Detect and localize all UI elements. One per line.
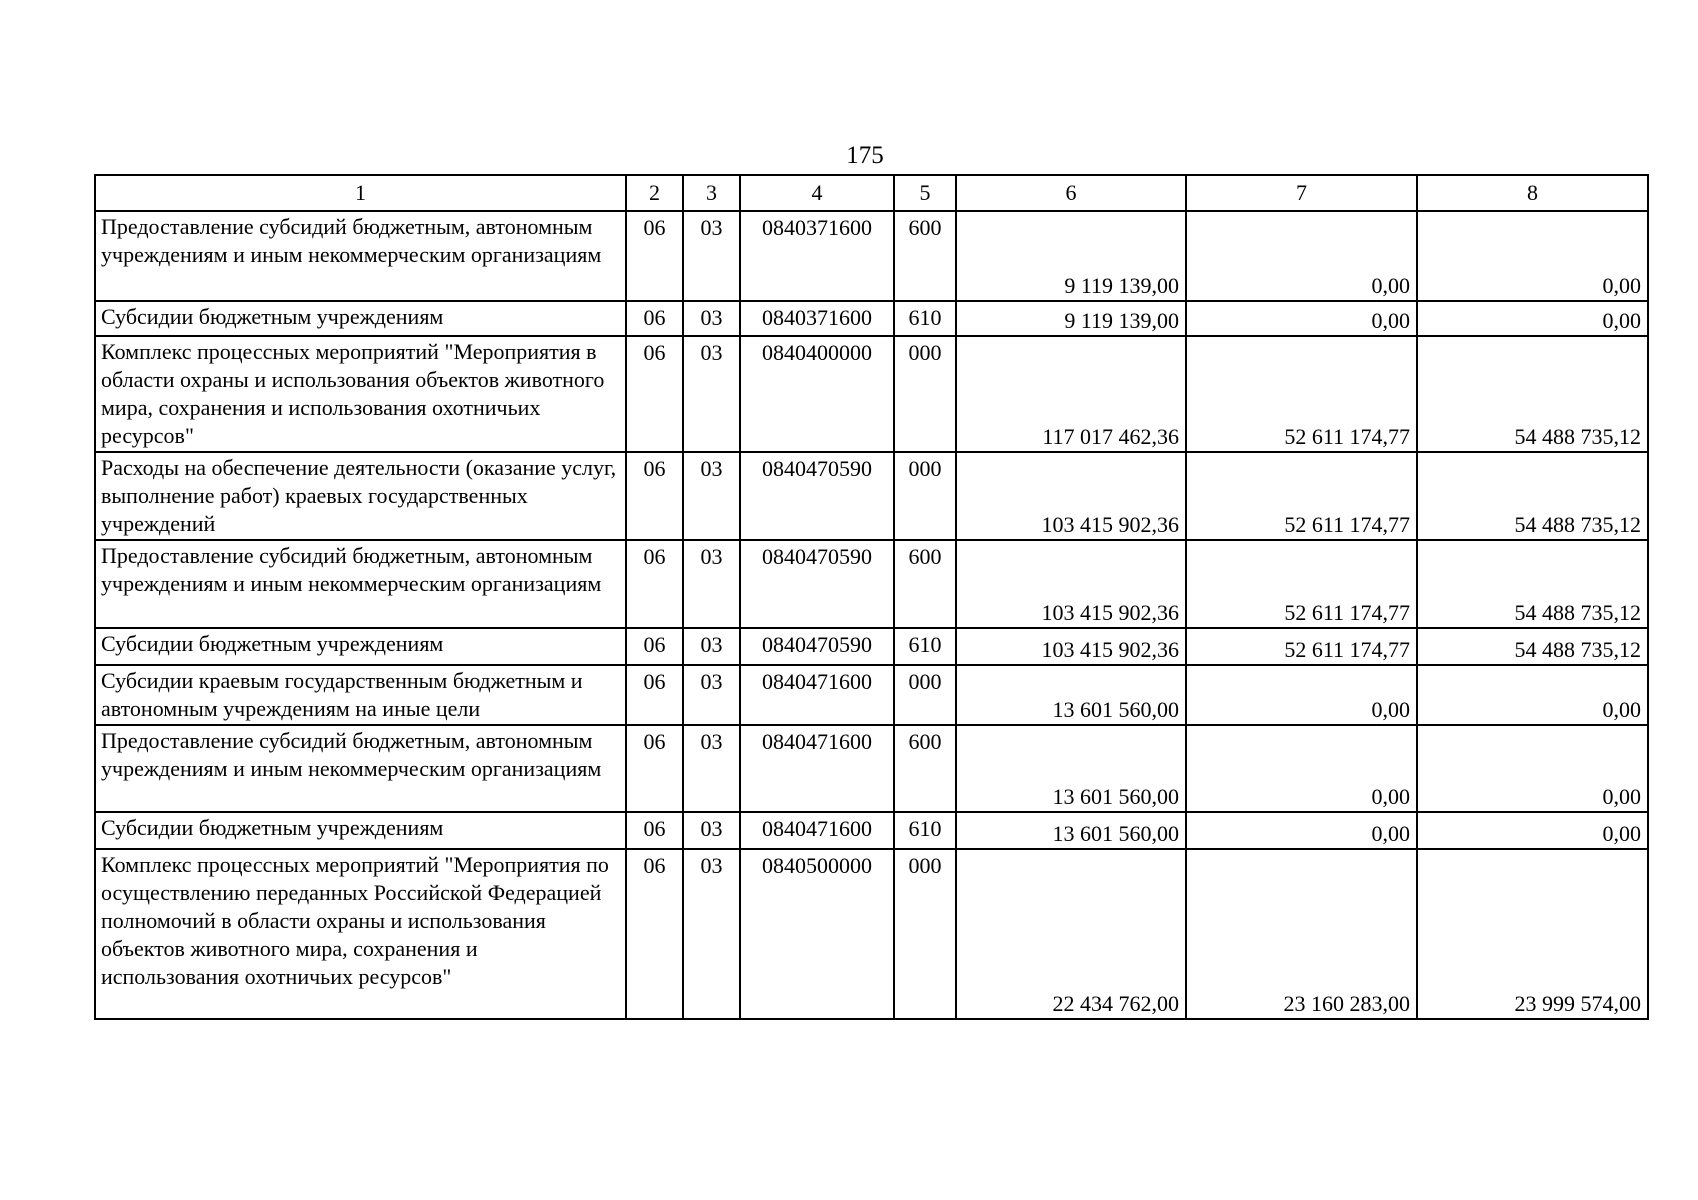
target-article-code: 0840470590 xyxy=(740,540,894,628)
amount-col8: 0,00 xyxy=(1417,665,1648,725)
table-row xyxy=(95,725,1648,812)
amount-col6: 13 601 560,00 xyxy=(956,725,1186,812)
amount-col8: 23 999 574,00 xyxy=(1417,849,1648,1019)
target-article-code: 0840470590 xyxy=(740,628,894,665)
table-row xyxy=(95,452,1648,540)
table-header-row xyxy=(95,175,1648,211)
page-number: 175 xyxy=(846,142,884,169)
subsection-code: 03 xyxy=(683,849,740,1019)
header-cell: 5 xyxy=(894,175,956,211)
table-body xyxy=(95,175,1648,1019)
table-row xyxy=(95,336,1648,452)
target-article-code: 0840471600 xyxy=(740,665,894,725)
subsection-code: 03 xyxy=(683,336,740,452)
subsection-code: 03 xyxy=(683,211,740,301)
target-article-code: 0840471600 xyxy=(740,812,894,849)
header-cell: 4 xyxy=(740,175,894,211)
amount-col8: 54 488 735,12 xyxy=(1417,452,1648,540)
amount-col6: 103 415 902,36 xyxy=(956,452,1186,540)
subsection-code: 03 xyxy=(683,540,740,628)
target-article-code: 0840371600 xyxy=(740,211,894,301)
header-cell: 7 xyxy=(1186,175,1417,211)
section-code: 06 xyxy=(626,540,683,628)
amount-col6: 9 119 139,00 xyxy=(956,211,1186,301)
table-row xyxy=(95,665,1648,725)
amount-col6: 103 415 902,36 xyxy=(956,628,1186,665)
table-row xyxy=(95,849,1648,1019)
amount-col7: 52 611 174,77 xyxy=(1186,336,1417,452)
expense-type-code: 610 xyxy=(894,628,956,665)
header-cell: 1 xyxy=(95,175,626,211)
amount-col8: 0,00 xyxy=(1417,725,1648,812)
amount-col7: 0,00 xyxy=(1186,211,1417,301)
expense-type-code: 600 xyxy=(894,725,956,812)
section-code: 06 xyxy=(626,665,683,725)
target-article-code: 0840400000 xyxy=(740,336,894,452)
amount-col7: 52 611 174,77 xyxy=(1186,628,1417,665)
row-name: Субсидии краевым государственным бюджетным и автономным учреждениям на иные цели xyxy=(95,665,626,725)
amount-col8: 54 488 735,12 xyxy=(1417,336,1648,452)
amount-col8: 0,00 xyxy=(1417,301,1648,336)
amount-col6: 13 601 560,00 xyxy=(956,812,1186,849)
section-code: 06 xyxy=(626,452,683,540)
subsection-code: 03 xyxy=(683,628,740,665)
header-cell: 2 xyxy=(626,175,683,211)
header-cell: 8 xyxy=(1417,175,1648,211)
subsection-code: 03 xyxy=(683,452,740,540)
row-name: Предоставление субсидий бюджетным, автономным учреждениям и иным некоммерческим организациям xyxy=(95,211,626,301)
table-row xyxy=(95,211,1648,301)
section-code: 06 xyxy=(626,628,683,665)
expense-type-code: 000 xyxy=(894,849,956,1019)
amount-col7: 0,00 xyxy=(1186,812,1417,849)
expense-type-code: 000 xyxy=(894,665,956,725)
table-row xyxy=(95,301,1648,336)
header-cell: 3 xyxy=(683,175,740,211)
amount-col7: 0,00 xyxy=(1186,665,1417,725)
subsection-code: 03 xyxy=(683,725,740,812)
budget-table xyxy=(94,174,1649,1020)
amount-col7: 0,00 xyxy=(1186,301,1417,336)
target-article-code: 0840471600 xyxy=(740,725,894,812)
section-code: 06 xyxy=(626,211,683,301)
amount-col7: 52 611 174,77 xyxy=(1186,452,1417,540)
amount-col8: 0,00 xyxy=(1417,211,1648,301)
section-code: 06 xyxy=(626,725,683,812)
expense-type-code: 600 xyxy=(894,540,956,628)
amount-col6: 103 415 902,36 xyxy=(956,540,1186,628)
expense-type-code: 610 xyxy=(894,812,956,849)
row-name: Предоставление субсидий бюджетным, автономным учреждениям и иным некоммерческим организациям xyxy=(95,540,626,628)
row-name: Комплекс процессных мероприятий "Мероприятия в области охраны и использования объектов животного мира, сохранения и использования охотничьих ресурсов" xyxy=(95,336,626,452)
row-name: Расходы на обеспечение деятельности (оказание услуг, выполнение работ) краевых государственных учреждений xyxy=(95,452,626,540)
section-code: 06 xyxy=(626,812,683,849)
amount-col7: 0,00 xyxy=(1186,725,1417,812)
amount-col6: 22 434 762,00 xyxy=(956,849,1186,1019)
row-name: Субсидии бюджетным учреждениям xyxy=(95,812,626,849)
subsection-code: 03 xyxy=(683,301,740,336)
amount-col8: 0,00 xyxy=(1417,812,1648,849)
amount-col7: 52 611 174,77 xyxy=(1186,540,1417,628)
target-article-code: 0840371600 xyxy=(740,301,894,336)
amount-col6: 13 601 560,00 xyxy=(956,665,1186,725)
section-code: 06 xyxy=(626,301,683,336)
header-cell: 6 xyxy=(956,175,1186,211)
section-code: 06 xyxy=(626,336,683,452)
subsection-code: 03 xyxy=(683,812,740,849)
table-row xyxy=(95,812,1648,849)
expense-type-code: 000 xyxy=(894,452,956,540)
section-code: 06 xyxy=(626,849,683,1019)
target-article-code: 0840470590 xyxy=(740,452,894,540)
table-row xyxy=(95,540,1648,628)
row-name: Субсидии бюджетным учреждениям xyxy=(95,301,626,336)
expense-type-code: 610 xyxy=(894,301,956,336)
amount-col8: 54 488 735,12 xyxy=(1417,540,1648,628)
amount-col6: 117 017 462,36 xyxy=(956,336,1186,452)
row-name: Предоставление субсидий бюджетным, автономным учреждениям и иным некоммерческим организациям xyxy=(95,725,626,812)
amount-col6: 9 119 139,00 xyxy=(956,301,1186,336)
target-article-code: 0840500000 xyxy=(740,849,894,1019)
amount-col7: 23 160 283,00 xyxy=(1186,849,1417,1019)
expense-type-code: 000 xyxy=(894,336,956,452)
expense-type-code: 600 xyxy=(894,211,956,301)
row-name: Комплекс процессных мероприятий "Мероприятия по осуществлению переданных Российской Федерацией полномочий в области охраны и использования объектов животного мира, сохранения и использования охотничьих ресурсов" xyxy=(95,849,626,1019)
row-name: Субсидии бюджетным учреждениям xyxy=(95,628,626,665)
amount-col8: 54 488 735,12 xyxy=(1417,628,1648,665)
subsection-code: 03 xyxy=(683,665,740,725)
table-row xyxy=(95,628,1648,665)
